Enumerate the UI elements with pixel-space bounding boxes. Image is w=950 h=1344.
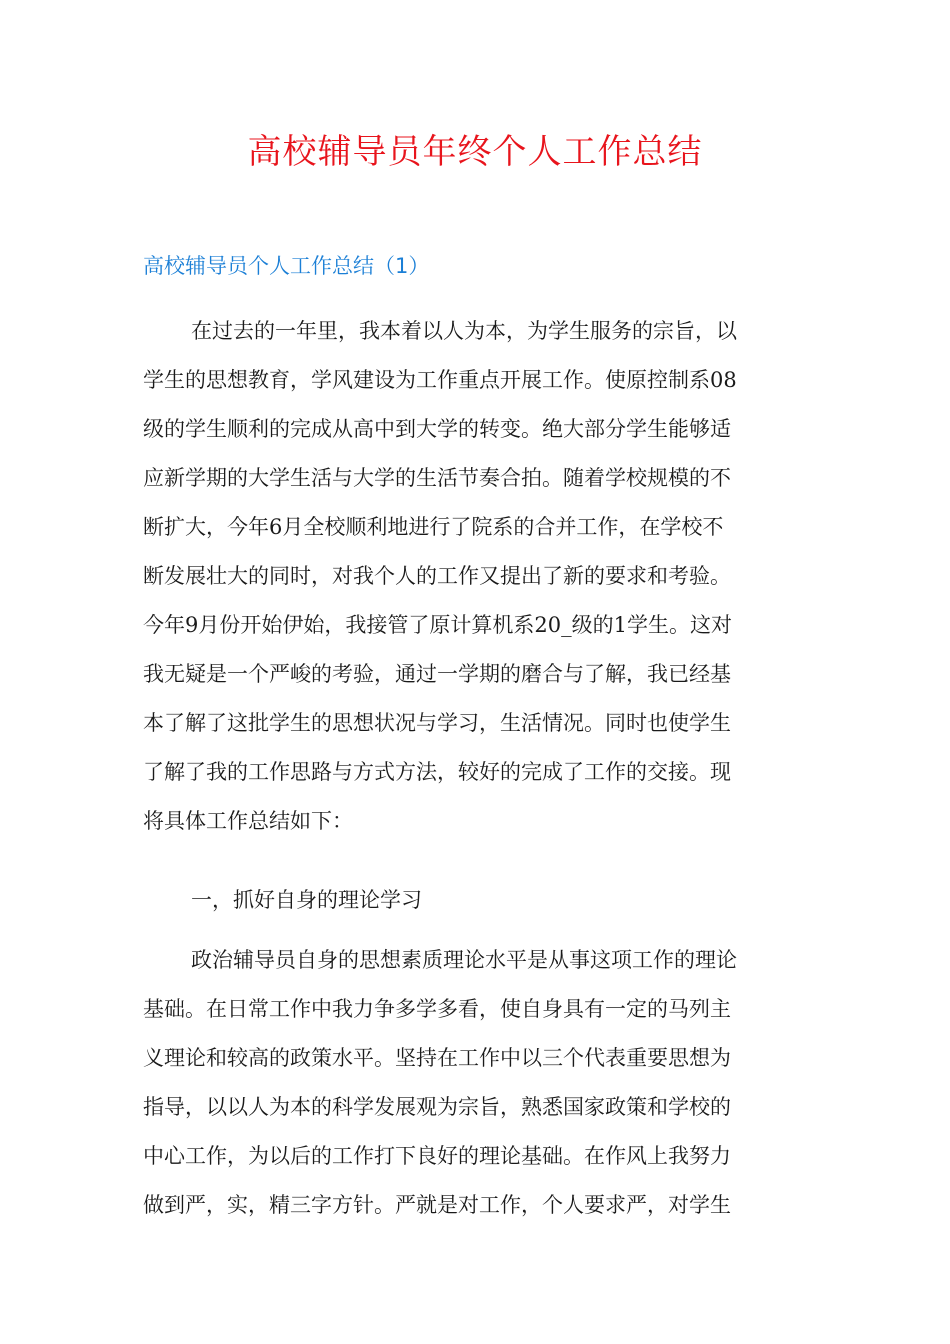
sub-heading	[143, 876, 815, 925]
paragraph-line: 将具体工作总结如下：	[143, 809, 353, 833]
paragraph-line: 断发展壮大的同时，对我个人的工作又提出了新的要求和考验。	[143, 564, 731, 588]
paragraph-line: 今年9月份开始伊始，我接管了原计算机系20_级的1学生。这对	[143, 613, 732, 637]
paragraph-line: 学生的思想教育，学风建设为工作重点开展工作。使原控制系08	[143, 368, 737, 392]
paragraph-line: 断扩大，今年6月全校顺利地进行了院系的合并工作，在学校不	[143, 515, 724, 539]
paragraph-line: 我无疑是一个严峻的考验，通过一学期的磨合与了解，我已经基	[143, 662, 731, 686]
paragraph-line: 中心工作，为以后的工作打下良好的理论基础。在作风上我努力	[143, 1144, 731, 1168]
paragraph-line: 指导，以以人为本的科学发展观为宗旨，熟悉国家政策和学校的	[143, 1095, 731, 1119]
paragraph-line: 在过去的一年里，我本着以人为本，为学生服务的宗旨，以	[191, 319, 737, 343]
sub-heading-text: 一，抓好自身的理论学习	[191, 888, 422, 912]
paragraph-line: 义理论和较高的政策水平。坚持在工作中以三个代表重要思想为	[143, 1046, 731, 1070]
paragraph-line: 本了解了这批学生的思想状况与学习，生活情况。同时也使学生	[143, 711, 731, 735]
paragraph-line: 级的学生顺利的完成从高中到大学的转变。绝大部分学生能够适	[143, 417, 731, 441]
paragraph-line: 基础。在日常工作中我力争多学多看，使自身具有一定的马列主	[143, 997, 731, 1021]
paragraph-2	[143, 936, 815, 1230]
section-heading: 高校辅导员个人工作总结（1）	[143, 254, 430, 278]
paragraph-line: 政治辅导员自身的思想素质理论水平是从事这项工作的理论	[191, 948, 737, 972]
paragraph-1	[143, 307, 815, 846]
paragraph-line: 做到严，实，精三字方针。严就是对工作，个人要求严，对学生	[143, 1193, 731, 1217]
document-title: 高校辅导员年终个人工作总结	[247, 132, 703, 172]
paragraph-line: 了解了我的工作思路与方式方法，较好的完成了工作的交接。现	[143, 760, 731, 784]
paragraph-line: 应新学期的大学生活与大学的生活节奏合拍。随着学校规模的不	[143, 466, 731, 490]
